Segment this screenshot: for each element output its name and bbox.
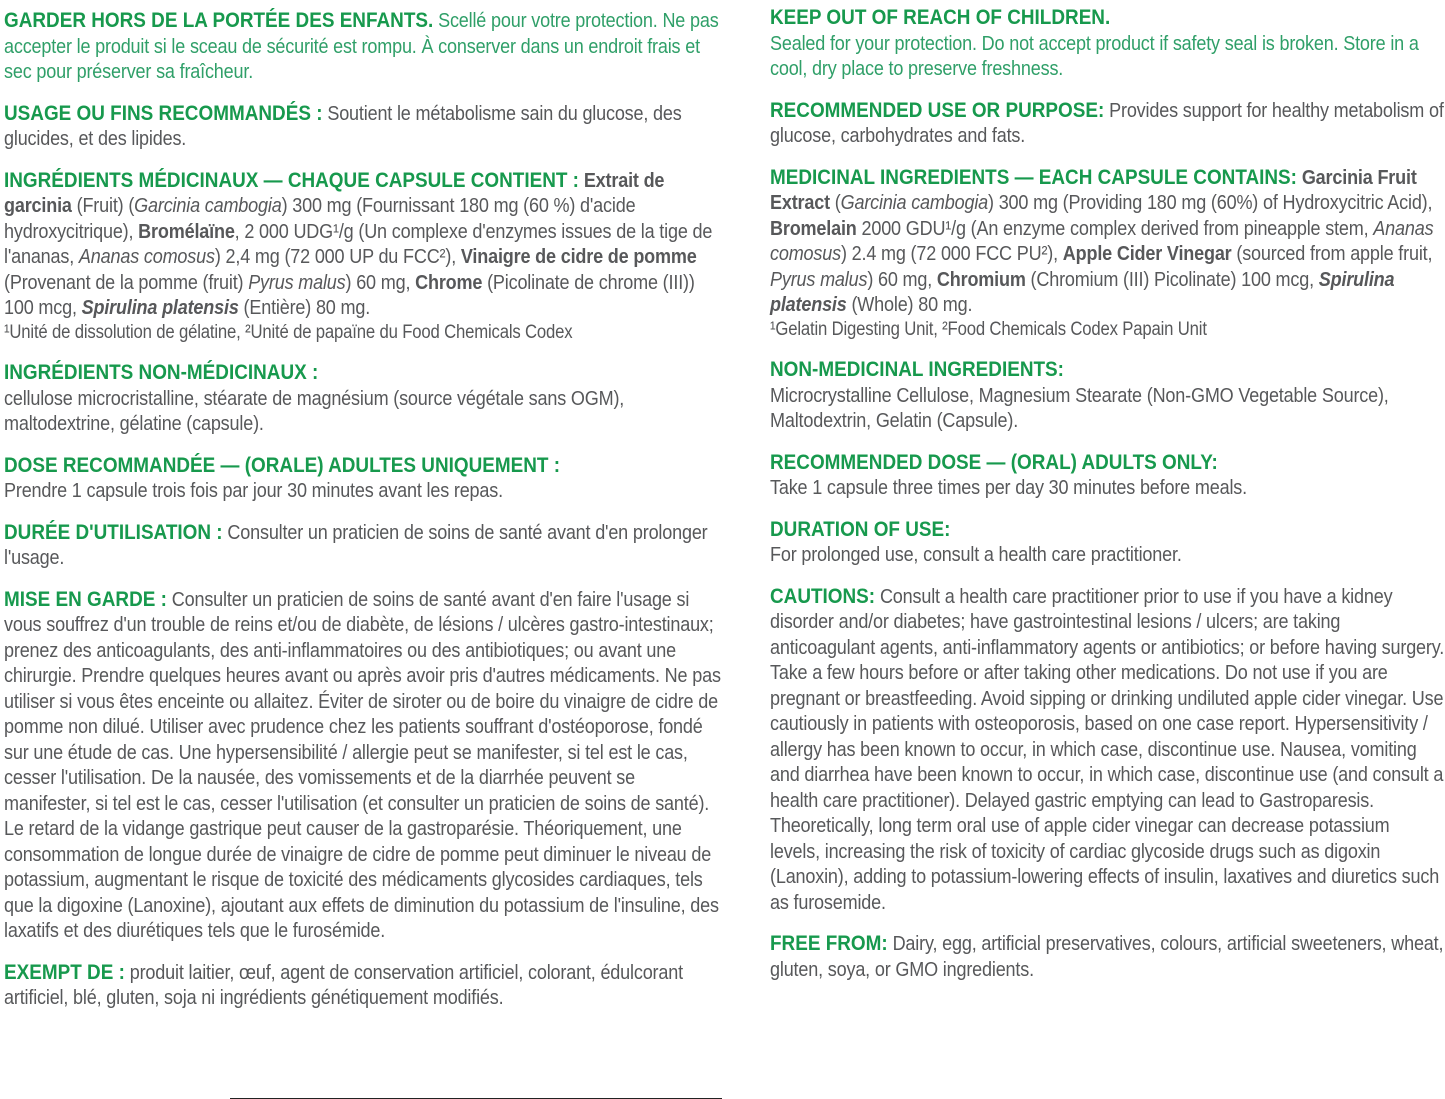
- body-text-run: (sourced from apple fruit,: [1231, 242, 1433, 265]
- section-body: [4, 360, 722, 437]
- body-text-run: Prendre 1 capsule trois fois par jour 30 minutes avant les repas.: [4, 479, 503, 502]
- section-body: [4, 168, 722, 321]
- section-body: [4, 453, 722, 504]
- section-heading: DOSE RECOMMANDÉE — (ORALE) ADULTES UNIQUEMENT :: [4, 452, 561, 477]
- body-text-run: Extrait de garcinia: [4, 168, 665, 217]
- body-text-run: cellulose microcristalline, stéarate de magnésium (source végétale sans OGM), maltodextrine, gélatine (capsule).: [4, 386, 625, 435]
- section-body: [770, 517, 1444, 568]
- body-text-run: Garcinia Fruit Extract: [770, 165, 1417, 214]
- section-cautions: [770, 584, 1444, 916]
- section-ingredients-non-medicinaux: [4, 360, 722, 437]
- section-ingredients-medicinaux: [4, 168, 722, 345]
- section-body: [770, 357, 1444, 434]
- body-text-run: ) 60 mg,: [345, 270, 416, 294]
- section-body: [4, 587, 722, 944]
- body-text-run: Pyrus malus: [770, 267, 868, 291]
- section-heading: RECOMMENDED DOSE — (ORAL) ADULTS ONLY:: [770, 449, 1218, 474]
- section-duree-utilisation: [4, 520, 722, 571]
- section-heading: MISE EN GARDE :: [4, 586, 167, 611]
- section-duration-of-use: [770, 517, 1444, 568]
- section-recommended-dose: [770, 450, 1444, 501]
- section-body: [770, 584, 1444, 916]
- body-text-run: Ananas comosus: [770, 216, 1434, 265]
- section-heading: DURATION OF USE:: [770, 516, 951, 541]
- section-heading: GARDER HORS DE LA PORTÉE DES ENFANTS.: [4, 8, 434, 32]
- body-text-run: Chrome: [415, 270, 483, 294]
- section-heading: INGRÉDIENTS MÉDICINAUX — CHAQUE CAPSULE CONTIENT :: [4, 167, 579, 192]
- section-body: [770, 165, 1444, 318]
- body-text-run: ) 2,4 mg (72 000 UP du FCC²),: [214, 245, 461, 268]
- body-text-run: Bromelain: [770, 216, 857, 240]
- section-dose-recommandee: [4, 453, 722, 504]
- body-text-run: (Provenant de la pomme (fruit): [4, 270, 249, 294]
- body-text-run: , 2 000 UDG¹/g (Un complexe d'enzymes issues de la tige de l'ananas,: [4, 219, 713, 268]
- body-text-run: Chromium: [936, 267, 1026, 291]
- body-text-run: ) 60 mg,: [867, 267, 937, 291]
- french-column: [4, 0, 722, 1027]
- body-text-run: Bromélaïne: [138, 219, 235, 243]
- section-heading: USAGE OU FINS RECOMMANDÉS :: [4, 100, 323, 125]
- body-text-run: ) 300 mg (Fournissant 180 mg (60 %) d'acide hydroxycitrique),: [4, 194, 636, 243]
- body-text-run: Garcinia cambogia: [134, 194, 282, 217]
- body-text-run: (Fruit) (: [71, 194, 135, 217]
- footnote: ¹Gelatin Digesting Unit, ²Food Chemicals Codex Papain Unit: [770, 318, 1207, 340]
- body-text-run: Consulter un praticien de soins de santé avant d'en faire l'usage si vous souffrez d'un trouble de reins et/ou de diabète, de lésions / ulcères gastro-intestinaux; prenez des anticoagulants, des anti-inflammatoires ou des antibiotiques; ou avant une chirurgie. Prendre quelques heures avant ou après avoir pris d'autres médicaments. Ne pas utiliser si vous êtes enceinte ou allaitez. Éviter de siroter ou de boire du vinaigre de cidre de pomme non dilué. Utiliser avec prudence chez les patients souffrant d'ostéoporose, fondé sur une étude de cas. Une hypersensibilité / allergie peut se manifester, si tel est le cas, cesser l'utilisation. De la nausée, des vomissements et de la diarrhée peuvent se manifester, si tel est le cas, cesser l'utilisation (et consulter un praticien de soins de santé). Le retard de la vidange gastrique peut causer de la gastroparésie. Théoriquement, une consommation de longue durée de vinaigre de cidre de pomme peut diminuer le niveau de potassium, augmentant le risque de toxicité des médicaments glycosides cardiaques, tels que la digoxine (Lanoxine), ajoutant aux effets de diminution du potassium de l'insuline, des laxatifs et des diurétiques tels que le furosémide.: [4, 587, 721, 942]
- body-text-run: Spirulina platensis: [770, 267, 1395, 316]
- body-text-run: 2000 GDU¹/g (An enzyme complex derived from pineapple stem,: [856, 216, 1374, 240]
- body-text-run: Dairy, egg, artificial preservatives, colours, artificial sweeteners, wheat, gluten, soya, or GMO ingredients.: [770, 932, 1444, 981]
- section-body: [4, 8, 722, 85]
- section-body: [4, 960, 722, 1011]
- section-exempt-de: [4, 960, 722, 1011]
- section-mise-en-garde: [4, 587, 722, 944]
- body-text-run: For prolonged use, consult a health care practitioner.: [770, 543, 1182, 566]
- section-free-from: [770, 931, 1444, 982]
- section-heading: FREE FROM:: [770, 931, 888, 955]
- section-usage-recommande: [4, 101, 722, 152]
- section-heading: EXEMPT DE :: [4, 959, 125, 984]
- section-heading: RECOMMENDED USE OR PURPOSE:: [770, 97, 1105, 122]
- section-body: [770, 931, 1444, 982]
- body-text-run: Take 1 capsule three times per day 30 minutes before meals.: [770, 476, 1247, 499]
- body-text-run: Microcrystalline Cellulose, Magnesium Stearate (Non-GMO Vegetable Source), Maltodextrin, Gelatin (Capsule).: [770, 383, 1389, 432]
- body-text-run: Vinaigre de cidre de pomme: [460, 245, 697, 268]
- body-text-run: ) 300 mg (Providing 180 mg (60%) of Hydroxycitric Acid),: [988, 191, 1433, 214]
- section-heading: MEDICINAL INGREDIENTS — EACH CAPSULE CONTAINS:: [770, 164, 1297, 189]
- body-text-run: Consult a health care practitioner prior to use if you have a kidney disorder and/or diabetes; have gastrointestinal lesions / ulcers; are taking anticoagulant agents, anti-inflammatory agents or antibiotics; or before having surgery. Take a few hours before or after taking other medications. Do not use if you are pregnant or breastfeeding. Avoid sipping or drinking undiluted apple cider vinegar. Use cautiously in patients with osteoporosis, based on one case report. Hypersensitivity / allergy has been known to occur, in which case, discontinue use. Nausea, vomiting and diarrhea have been known to occur, in which case, discontinue use (and consult a health care practitioner). Delayed gastric emptying can lead to Gastroparesis. Theoretically, long term oral use of apple cider vinegar can decrease potassium levels, increasing the risk of toxicity of cardiac glycoside drugs such as digoxin (Lanoxin), adding to potassium-lowering effects of insulin, laxatives and diuretics such as furosemide.: [770, 584, 1445, 914]
- body-text-run: Scellé pour votre protection. Ne pas accepter le produit si le sceau de sécurité est rompu. À conserver dans un endroit frais et sec pour préserver sa fraîcheur.: [4, 9, 719, 83]
- english-column: [770, 0, 1444, 998]
- body-text-run: Soutient le métabolisme sain du glucose, des glucides, et des lipides.: [4, 101, 682, 150]
- section-body: [4, 520, 722, 571]
- section-heading: DURÉE D'UTILISATION :: [4, 519, 223, 544]
- body-text-run: (Chromium (III) Picolinate) 100 mcg,: [1025, 267, 1319, 291]
- body-text-run: (Picolinate de chrome (III)) 100 mcg,: [4, 270, 695, 319]
- section-recommended-use: [770, 98, 1444, 149]
- section-heading: CAUTIONS:: [770, 583, 876, 608]
- body-text-run: Sealed for your protection. Do not accept product if safety seal is broken. Store in a cool, dry place to preserve freshness.: [770, 31, 1419, 80]
- body-text-run: Ananas comosus: [78, 245, 215, 268]
- section-body: [770, 450, 1444, 501]
- body-text-run: produit laitier, œuf, agent de conservation artificiel, colorant, édulcorant artificiel, blé, gluten, soja ni ingrédients génétiquement modifiés.: [4, 960, 683, 1009]
- body-text-run: Apple Cider Vinegar: [1062, 242, 1232, 265]
- body-text-run: Garcinia cambogia: [840, 191, 989, 214]
- section-body: [770, 98, 1444, 149]
- footnote: ¹Unité de dissolution de gélatine, ²Unité de papaïne du Food Chemicals Codex: [4, 321, 573, 343]
- body-text-run: (Entière) 80 mg.: [238, 296, 371, 319]
- body-text-run: ) 2.4 mg (72 000 FCC PU²),: [840, 242, 1063, 265]
- body-text-run: Spirulina platensis: [81, 296, 239, 319]
- body-text-run: Provides support for healthy metabolism of glucose, carbohydrates and fats.: [770, 98, 1444, 147]
- section-garder-hors-de-portee: [4, 8, 722, 85]
- section-keep-out-of-reach: [770, 5, 1444, 82]
- section-body: [4, 101, 722, 152]
- section-heading: INGRÉDIENTS NON-MÉDICINAUX :: [4, 360, 319, 384]
- body-text-run: (: [829, 191, 841, 214]
- section-non-medicinal-ingredients: [770, 357, 1444, 434]
- body-text-run: Pyrus malus: [248, 270, 346, 294]
- section-medicinal-ingredients: [770, 165, 1444, 342]
- body-text-run: (Whole) 80 mg.: [846, 293, 973, 316]
- section-heading: KEEP OUT OF REACH OF CHILDREN.: [770, 5, 1111, 29]
- section-body: [770, 5, 1444, 82]
- body-text-run: Consulter un praticien de soins de santé avant d'en prolonger l'usage.: [4, 520, 708, 569]
- section-heading: NON-MEDICINAL INGREDIENTS:: [770, 357, 1064, 381]
